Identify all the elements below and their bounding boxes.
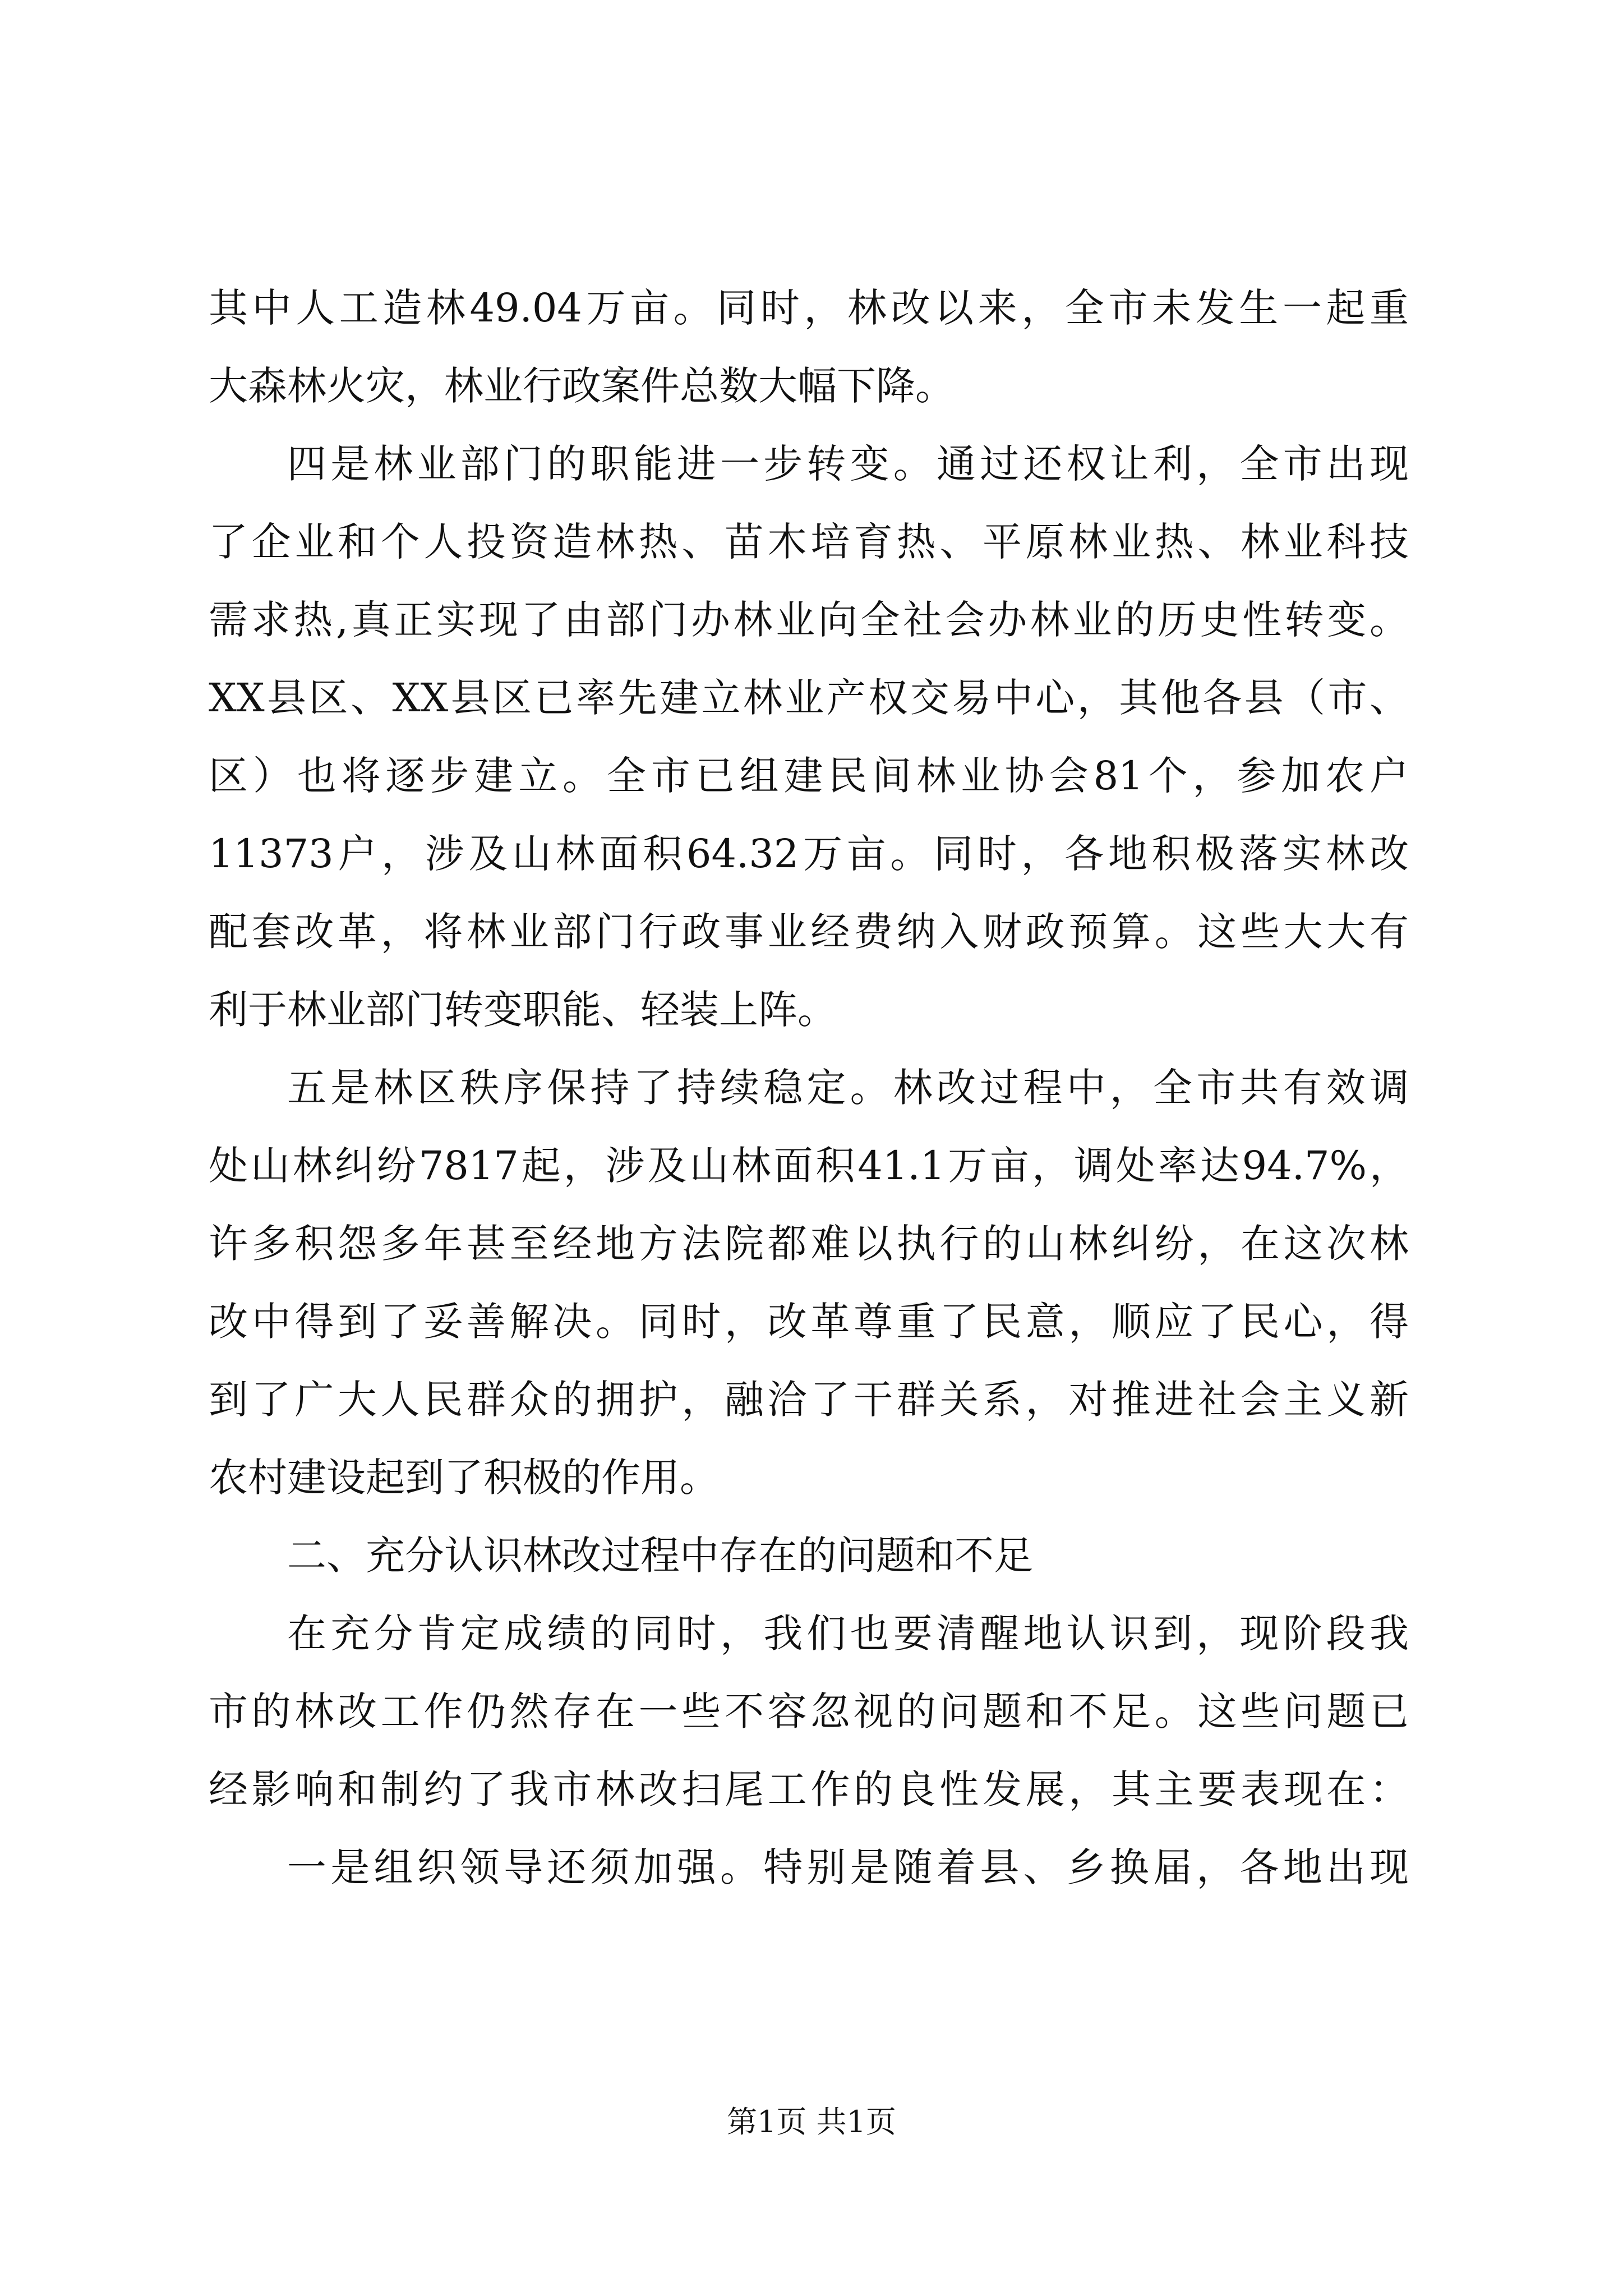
text-line: 改中得到了妥善解决。同时，改革尊重了民意，顺应了民心，得	[209, 1299, 1409, 1345]
text-line: 11373户，涉及山林面积64.32万亩。同时，各地积极落实林改	[209, 831, 1409, 877]
text-line: 利于林业部门转变职能、轻装上阵。	[209, 987, 837, 1033]
text-line: 区）也将逐步建立。全市已组建民间林业协会81个，参加农户	[209, 753, 1409, 799]
text-line: 处山林纠纷7817起，涉及山林面积41.1万亩，调处率达94.7%，	[209, 1143, 1409, 1189]
text-line: 在充分肯定成绩的同时，我们也要清醒地认识到，现阶段我	[287, 1611, 1409, 1657]
text-line: 了企业和个人投资造林热、苗木培育热、平原林业热、林业科技	[209, 519, 1409, 565]
text-line: 许多积怨多年甚至经地方法院都难以执行的山林纠纷，在这次林	[209, 1221, 1409, 1267]
text-line: 到了广大人民群众的拥护，融洽了干群关系，对推进社会主义新	[209, 1377, 1409, 1423]
text-line: 二、充分认识林改过程中存在的问题和不足	[287, 1533, 1033, 1579]
text-line: 四是林业部门的职能进一步转变。通过还权让利，全市出现	[287, 441, 1409, 487]
text-line: 大森林火灾，林业行政案件总数大幅下降。	[209, 363, 955, 409]
text-line: 一是组织领导还须加强。特别是随着县、乡换届，各地出现	[287, 1844, 1409, 1890]
text-line: 五是林区秩序保持了持续稳定。林改过程中，全市共有效调	[287, 1065, 1409, 1111]
text-line: 农村建设起到了积极的作用。	[209, 1455, 719, 1501]
text-line: 其中人工造林49.04万亩。同时，林改以来，全市未发生一起重	[209, 285, 1409, 331]
text-line: 市的林改工作仍然存在一些不容忽视的问题和不足。这些问题已	[209, 1688, 1409, 1734]
text-line: 配套改革，将林业部门行政事业经费纳入财政预算。这些大大有	[209, 909, 1409, 955]
text-line: 需求热,真正实现了由部门办林业向全社会办林业的历史性转变。	[209, 597, 1409, 643]
text-line: XX县区、XX县区已率先建立林业产权交易中心，其他各县（市、	[209, 675, 1409, 721]
page-footer: 第1页 共1页	[727, 2104, 896, 2139]
document-body	[209, 269, 1409, 1907]
text-line: 经影响和制约了我市林改扫尾工作的良性发展，其主要表现在：	[209, 1766, 1409, 1812]
